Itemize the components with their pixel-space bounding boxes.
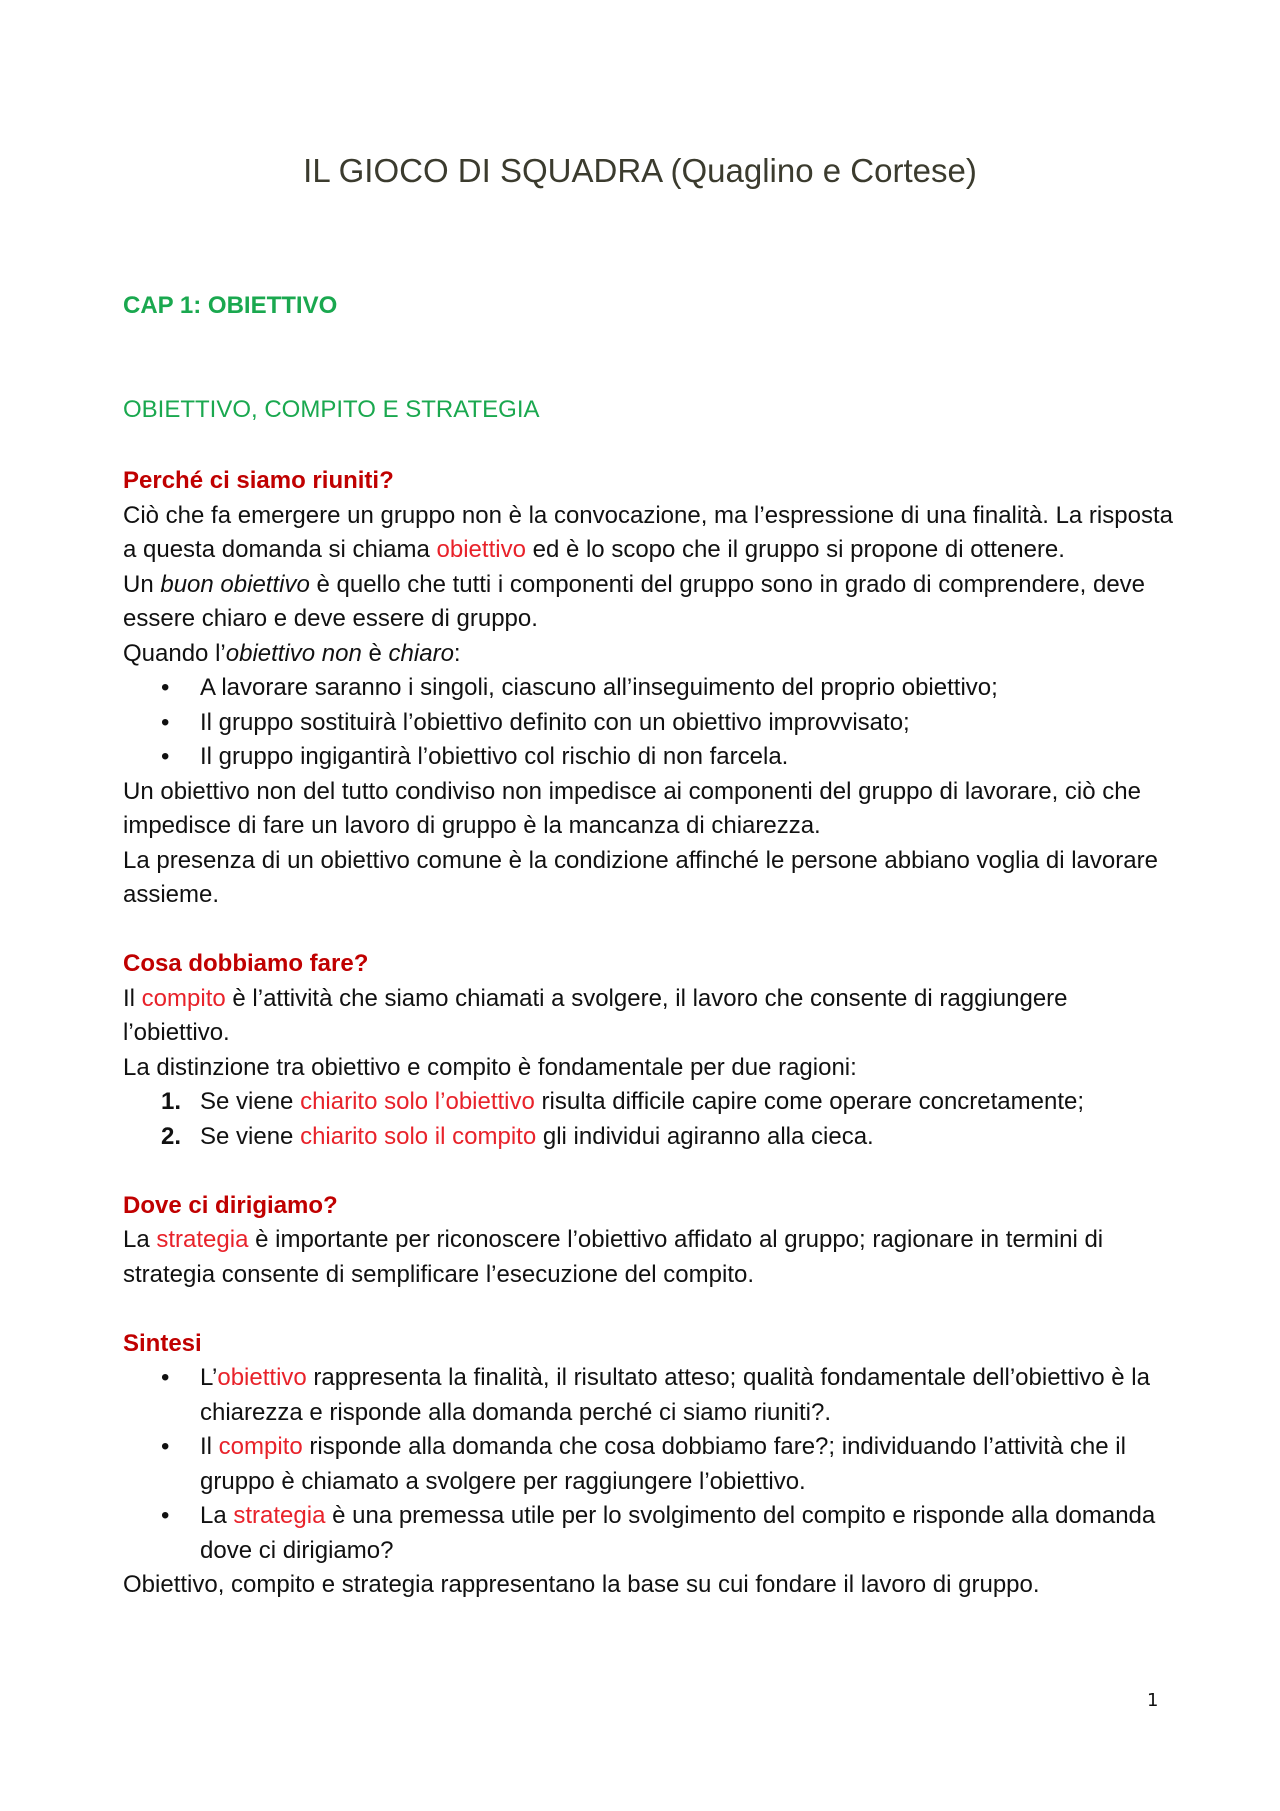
question-heading-where: Dove ci dirigiamo? <box>123 1191 338 1219</box>
text-run: è importante per riconoscere l’obiettivo affidato al gruppo; ragionare in termini di strategia consente di semplificare l’esecuzione del compito. <box>123 1226 1104 1288</box>
highlight: strategia <box>233 1502 326 1529</box>
numbered-list <box>123 1085 1173 1154</box>
paragraph <box>123 637 1173 672</box>
text-run: è <box>361 639 389 667</box>
list-item <box>200 1361 1173 1430</box>
summary-heading: Sintesi <box>123 1329 202 1357</box>
emphasis: chiaro <box>388 639 454 667</box>
list-item <box>200 1430 1173 1499</box>
paragraph <box>123 499 1173 568</box>
text-run: Ciò che fa emergere un gruppo non è la convocazione, ma l’espressione di una finalità. La risposta a questa domanda si chiama <box>123 501 1173 563</box>
text-run: è una premessa utile per lo svolgimento del compito e risponde alla domanda dove ci dirigiamo? <box>200 1502 1156 1564</box>
text-run: Un <box>123 570 161 598</box>
text-run: Se viene <box>200 1122 301 1150</box>
text-run: Il <box>123 984 142 1012</box>
question-heading-what: Cosa dobbiamo fare? <box>123 950 369 977</box>
spacer <box>123 913 1173 948</box>
chapter-heading: CAP 1: OBIETTIVO <box>123 292 338 319</box>
list-item <box>200 1499 1173 1568</box>
paragraph: La distinzione tra obiettivo e compito è fondamentale per due ragioni: <box>123 1053 857 1081</box>
list-number: 2. <box>161 1122 182 1150</box>
closing-paragraph: Obiettivo, compito e strategia rappresentano la base su cui fondare il lavoro di gruppo. <box>123 1571 1040 1598</box>
bullet-list <box>123 671 1173 775</box>
text-run: La <box>123 1226 157 1253</box>
bullet-list <box>123 1361 1173 1568</box>
list-item <box>161 1120 1173 1155</box>
term-compito: compito <box>141 984 226 1012</box>
highlight: chiarito solo il compito <box>300 1122 537 1150</box>
question-heading-why: Perché ci siamo riuniti? <box>123 467 394 494</box>
text-run: La <box>200 1502 234 1529</box>
spacer <box>123 1292 1173 1327</box>
emphasis: buon obiettivo <box>160 570 310 598</box>
page-number: 1 <box>1147 1690 1159 1711</box>
list-item <box>161 1085 1173 1120</box>
term-obiettivo: obiettivo <box>436 536 526 563</box>
list-item: • A lavorare saranno i singoli, ciascuno all’inseguimento del proprio obiettivo; <box>200 671 1173 706</box>
paragraph: Un obiettivo non del tutto condiviso non impedisce ai componenti del gruppo di lavorare, ciò che impedisce di fare un lavoro di gruppo è la mancanza di chiarezza. <box>123 777 1141 839</box>
emphasis: obiettivo non <box>225 639 362 667</box>
text-run: Se viene <box>200 1088 301 1115</box>
spacer <box>123 1154 1173 1189</box>
paragraph: La presenza di un obiettivo comune è la condizione affinché le persone abbiano voglia di lavorare assieme. <box>123 846 1158 908</box>
paragraph <box>123 568 1173 637</box>
highlight: obiettivo <box>217 1364 307 1391</box>
list-item: • Il gruppo sostituirà l’obiettivo definito con un obiettivo improvvisato; <box>200 706 1173 741</box>
text-run: ed è lo scopo che il gruppo si propone di ottenere. <box>525 536 1065 563</box>
text-run: L’ <box>200 1364 218 1391</box>
text-run: Quando l’ <box>123 639 226 667</box>
list-number: 1. <box>161 1088 182 1115</box>
text-run: gli individui agiranno alla cieca. <box>536 1122 874 1150</box>
highlight: compito <box>218 1433 303 1460</box>
document-body <box>123 464 1173 1603</box>
text-run: rappresenta la finalità, il risultato atteso; qualità fondamentale dell’obiettivo è la chiarezza e risponde alla domanda perché ci siamo riuniti?. <box>200 1364 1150 1426</box>
text-run: risulta difficile capire come operare concretamente; <box>534 1088 1085 1115</box>
highlight: chiarito solo l’obiettivo <box>300 1088 535 1115</box>
document-title: IL GIOCO DI SQUADRA (Quaglino e Cortese) <box>303 152 977 189</box>
term-strategia: strategia <box>156 1226 249 1253</box>
text-run: è l’attività che siamo chiamati a svolgere, il lavoro che consente di raggiungere l’obiettivo. <box>123 984 1068 1046</box>
text-run: : <box>453 639 461 667</box>
list-item: • Il gruppo ingigantirà l’obiettivo col rischio di non farcela. <box>200 740 1173 775</box>
section-heading: OBIETTIVO, COMPITO E STRATEGIA <box>123 396 540 423</box>
text-run: Il <box>200 1433 219 1460</box>
paragraph <box>123 982 1173 1051</box>
text-run: risponde alla domanda che cosa dobbiamo fare?; individuando l’attività che il gruppo è chiamato a svolgere per raggiungere l’obiettivo. <box>200 1433 1126 1495</box>
paragraph <box>123 1223 1173 1292</box>
text-run: è quello che tutti i componenti del gruppo sono in grado di comprendere, deve essere chiaro e deve essere di gruppo. <box>123 570 1146 632</box>
